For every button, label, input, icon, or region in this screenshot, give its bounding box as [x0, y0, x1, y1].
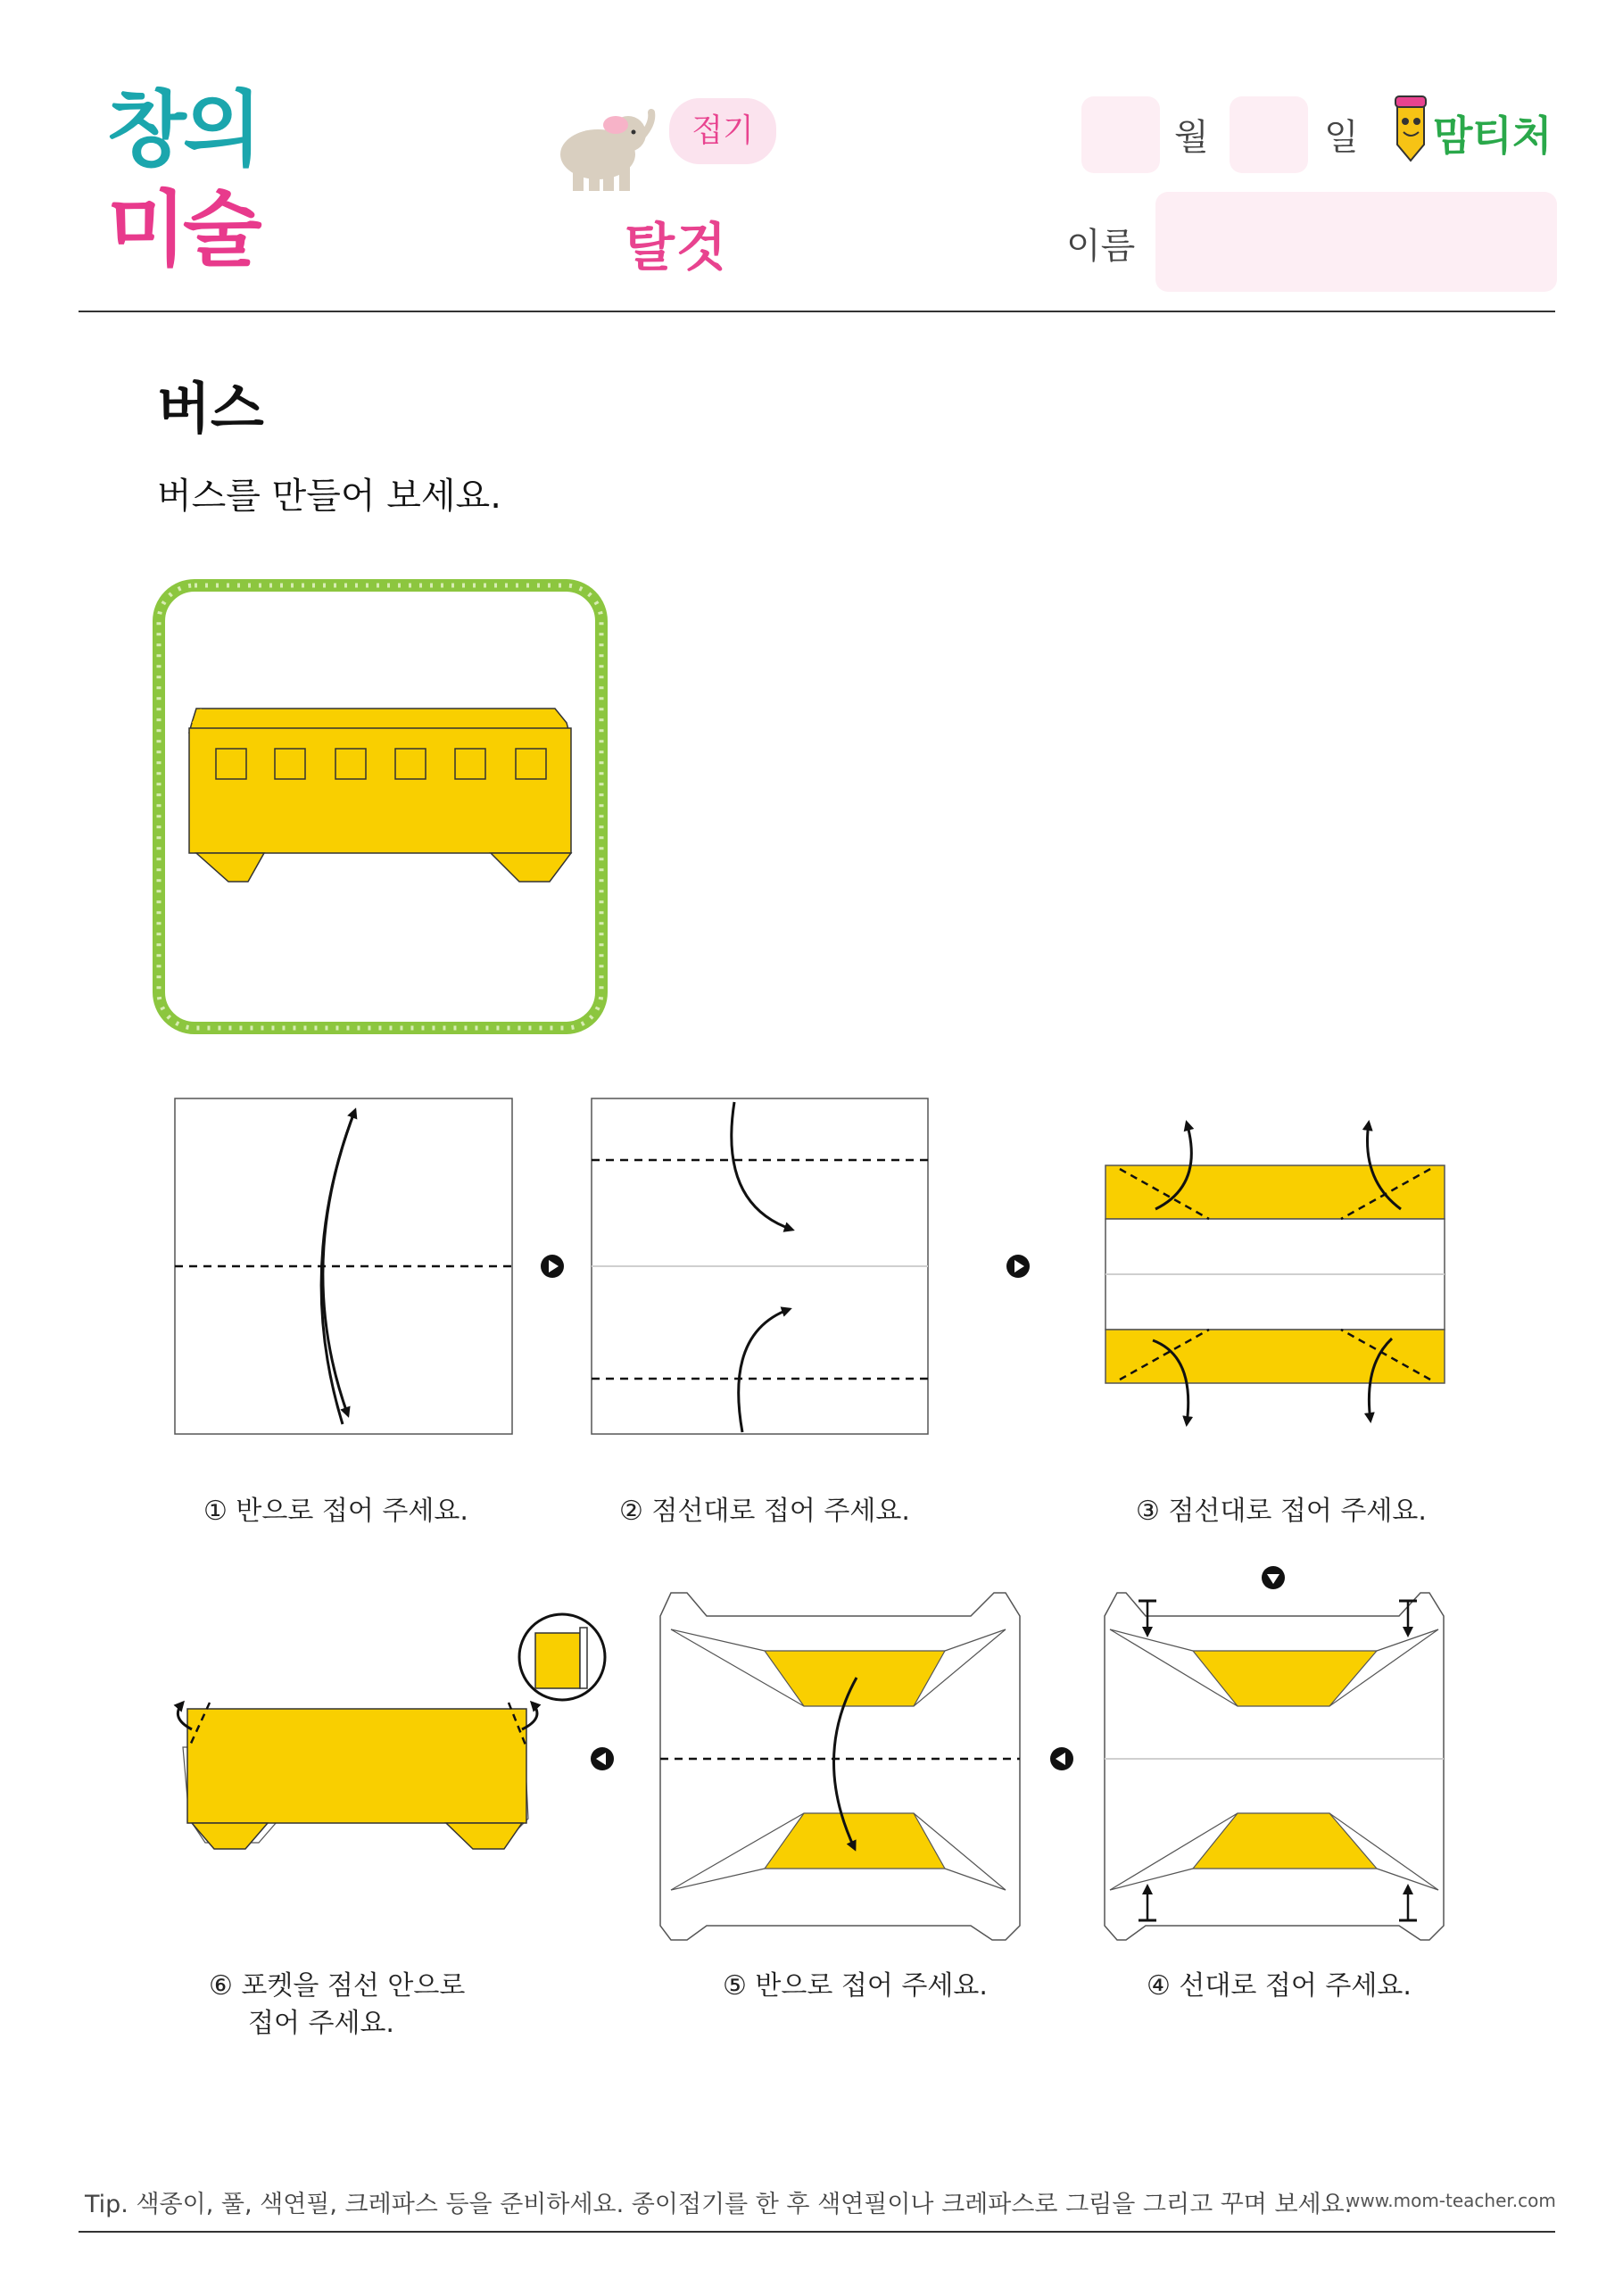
step-5-label: ⑤ 반으로 접어 주세요. — [723, 1970, 988, 2002]
step-1-diagram — [175, 1098, 512, 1434]
step-3-diagram — [1105, 1123, 1445, 1424]
header-divider — [79, 311, 1555, 312]
logo-top-text: 창의 — [107, 82, 259, 178]
step-2-diagram — [592, 1098, 928, 1434]
logo-bottom-text: 미술 — [107, 182, 259, 278]
next-arrow-icon — [1050, 1747, 1073, 1770]
step-6-label-line2: 접어 주세요. — [248, 2008, 394, 2039]
logo — [107, 82, 286, 294]
step-6-diagram — [178, 1614, 605, 1849]
name-label: 이름 — [1066, 226, 1136, 267]
next-arrow-icon — [541, 1255, 564, 1278]
name-field[interactable] — [1155, 192, 1557, 292]
category-badge: 접기 — [669, 98, 776, 164]
brand-name: 맘티처 — [1433, 112, 1553, 160]
step-5-diagram — [660, 1593, 1020, 1940]
instruction-text: 버스를 만들어 보세요. — [157, 476, 501, 517]
month-label: 월 — [1174, 117, 1209, 158]
footer-divider — [79, 2231, 1555, 2233]
pencil-mascot-icon — [1388, 93, 1433, 162]
next-arrow-icon — [1262, 1566, 1285, 1589]
elephant-icon — [546, 105, 653, 195]
page-title: 버스 — [157, 376, 264, 441]
day-field[interactable] — [1230, 96, 1308, 173]
next-arrow-icon — [591, 1747, 614, 1770]
step-4-diagram — [1105, 1593, 1444, 1940]
step-4-label: ④ 선대로 접어 주세요. — [1147, 1970, 1412, 2002]
detail-zoom-circle — [519, 1614, 605, 1700]
site-url: www.mom-teacher.com — [1346, 2190, 1556, 2211]
tip-text: Tip. 색종이, 풀, 색연필, 크레파스 등을 준비하세요. 종이접기를 한 후 색연필이나 크레파스로 그림을 그리고 꾸며 보세요. — [85, 2191, 1353, 2218]
next-arrow-icon — [1006, 1255, 1030, 1278]
step-diagrams-row-2 — [0, 1588, 1623, 2124]
step-2-label: ② 점선대로 접어 주세요. — [619, 1496, 910, 1527]
day-label: 일 — [1324, 117, 1359, 158]
finished-bus-figure — [152, 578, 616, 1042]
step-6-label-line1: ⑥ 포켓을 점선 안으로 — [209, 1970, 466, 2002]
topic-title: 탈것 — [625, 217, 729, 278]
month-field[interactable] — [1081, 96, 1160, 173]
step-3-label: ③ 점선대로 접어 주세요. — [1136, 1496, 1427, 1527]
step-1-label: ① 반으로 접어 주세요. — [203, 1496, 468, 1527]
